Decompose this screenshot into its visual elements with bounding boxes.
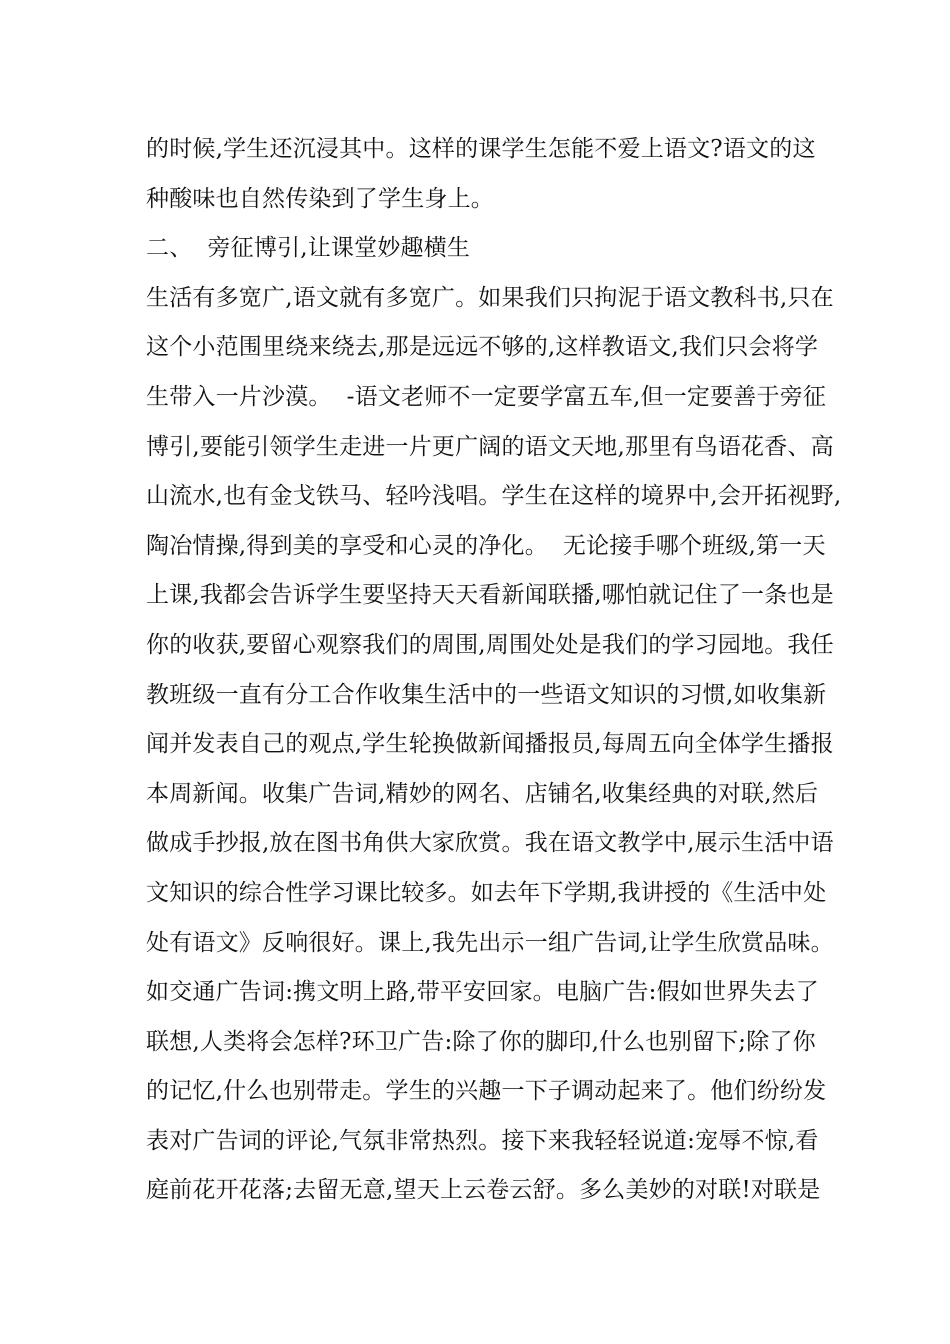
text-line: 表对广告词的评论,气氛非常热烈。接下来我轻轻说道:宠辱不惊,看 xyxy=(146,1127,819,1154)
text-line: 的记忆,什么也别带走。学生的兴趣一下子调动起来了。他们纷纷发 xyxy=(146,1078,827,1105)
document-body xyxy=(146,129,842,1220)
section-heading: 二、 旁征博引,让课堂妙趣横生 xyxy=(146,235,471,262)
text-line: 你的收获,要留心观察我们的周围,周围处处是我们的学习园地。我任 xyxy=(146,631,834,658)
text-line: 庭前花开花落;去留无意,望天上云卷云舒。多么美妙的对联!对联是 xyxy=(146,1177,821,1204)
text-line: 这个小范围里绕来绕去,那是远远不够的,这样教语文,我们只会将学 xyxy=(146,334,819,361)
text-line: 生活有多宽广,语文就有多宽广。如果我们只拘泥于语文教科书,只在 xyxy=(146,284,834,311)
text-line: 如交通广告词:携文明上路,带平安回家。电脑广告:假如世界失去了 xyxy=(146,979,820,1006)
text-line: 教班级一直有分工合作收集生活中的一些语文知识的习惯,如收集新 xyxy=(146,681,827,708)
text-line: 博引,要能引领学生走进一片更广阔的语文天地,那里有鸟语花香、高 xyxy=(146,433,834,460)
text-line: 本周新闻。收集广告词,精妙的网名、店铺名,收集经典的对联,然后 xyxy=(146,780,819,807)
text-line: 种酸味也自然传染到了学生身上。 xyxy=(146,185,494,212)
text-line: 上课,我都会告诉学生要坚持天天看新闻联播,哪怕就记住了一条也是 xyxy=(146,582,834,609)
text-line: 做成手抄报,放在图书角供大家欣赏。我在语文教学中,展示生活中语 xyxy=(146,830,834,857)
text-line: 处有语文》反响很好。课上,我先出示一组广告词,让学生欣赏品味。 xyxy=(146,929,834,956)
text-line: 生带入一片沙漠。 -语文老师不一定要学富五车,但一定要善于旁征 xyxy=(146,383,827,410)
text-line: 联想,人类将会怎样?环卫广告:除了你的脚印,什么也别留下;除了你 xyxy=(146,1028,816,1055)
text-line: 的时候,学生还沉浸其中。这样的课学生怎能不爱上语文?语文的这 xyxy=(146,136,816,162)
text-line: 闻并发表自己的观点,学生轮换做新闻播报员,每周五向全体学生播报 xyxy=(146,731,834,758)
text-line: 文知识的综合性学习课比较多。如去年下学期,我讲授的《生活中处 xyxy=(146,879,827,906)
text-line: 陶冶情操,得到美的享受和心灵的净化。 无论接手哪个班级,第一天 xyxy=(146,532,826,559)
text-line: 山流水,也有金戈铁马、轻吟浅唱。学生在这样的境界中,会开拓视野, xyxy=(146,483,842,510)
